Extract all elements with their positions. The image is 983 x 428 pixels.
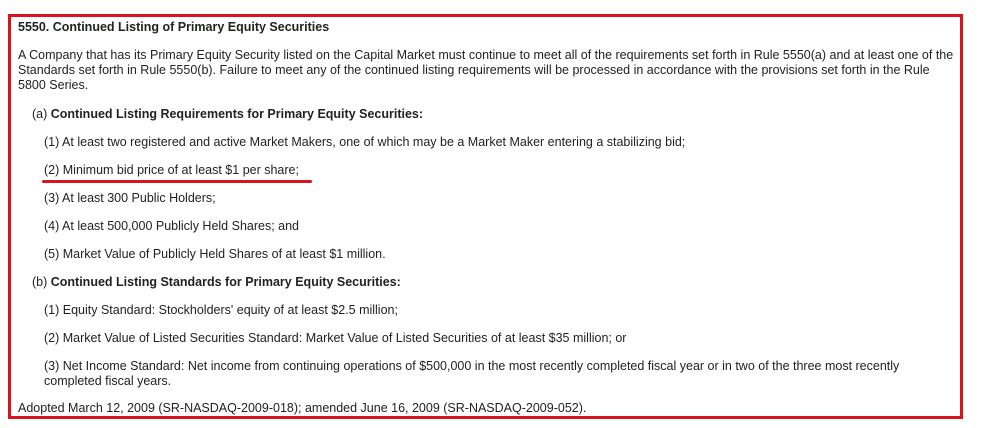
section-b-prefix: (b) <box>32 275 51 289</box>
section-a-item-4: (4) At least 500,000 Publicly Held Shares; and <box>44 219 300 233</box>
section-b-heading-text: Continued Listing Standards for Primary Equity Securities: <box>50 275 401 289</box>
section-a-item-3: (3) At least 300 Public Holders; <box>44 191 216 205</box>
section-a-item-1: (1) At least two registered and active Market Makers, one of which may be a Market Maker entering a stabilizing bid; <box>44 135 686 149</box>
section-b-heading <box>32 275 401 290</box>
section-b-item-3: (3) Net Income Standard: Net income from continuing operations of $500,000 in the most recently completed fiscal year or in two of the three most recently completed fiscal years. <box>44 359 900 388</box>
section-a-heading-text: Continued Listing Requirements for Primary Equity Securities: <box>50 107 424 121</box>
section-a-prefix: (a) <box>32 107 51 121</box>
rule-intro: A Company that has its Primary Equity Security listed on the Capital Market must continue to meet all of the requirements set forth in Rule 5550(a) and at least one of the Standards set forth in Rule 5550(b). Failure to meet any of the continued listing requirements will be processed in accordance with the provisions set forth in the Rule 5800 Series. <box>18 48 954 92</box>
section-a-item-2: (2) Minimum bid price of at least $1 per share; <box>44 163 299 177</box>
section-a-heading <box>32 107 423 122</box>
section-b-item-2: (2) Market Value of Listed Securities Standard: Market Value of Listed Securities of at least $35 million; or <box>44 331 627 345</box>
rule-title: 5550. Continued Listing of Primary Equity Securities <box>18 20 330 34</box>
highlight-underline <box>42 180 312 183</box>
adoption-note: Adopted March 12, 2009 (SR-NASDAQ-2009-018); amended June 16, 2009 (SR-NASDAQ-2009-052). <box>18 401 587 415</box>
section-a-item-5: (5) Market Value of Publicly Held Shares of at least $1 million. <box>44 247 386 261</box>
section-b-item-1: (1) Equity Standard: Stockholders' equity of at least $2.5 million; <box>44 303 398 317</box>
